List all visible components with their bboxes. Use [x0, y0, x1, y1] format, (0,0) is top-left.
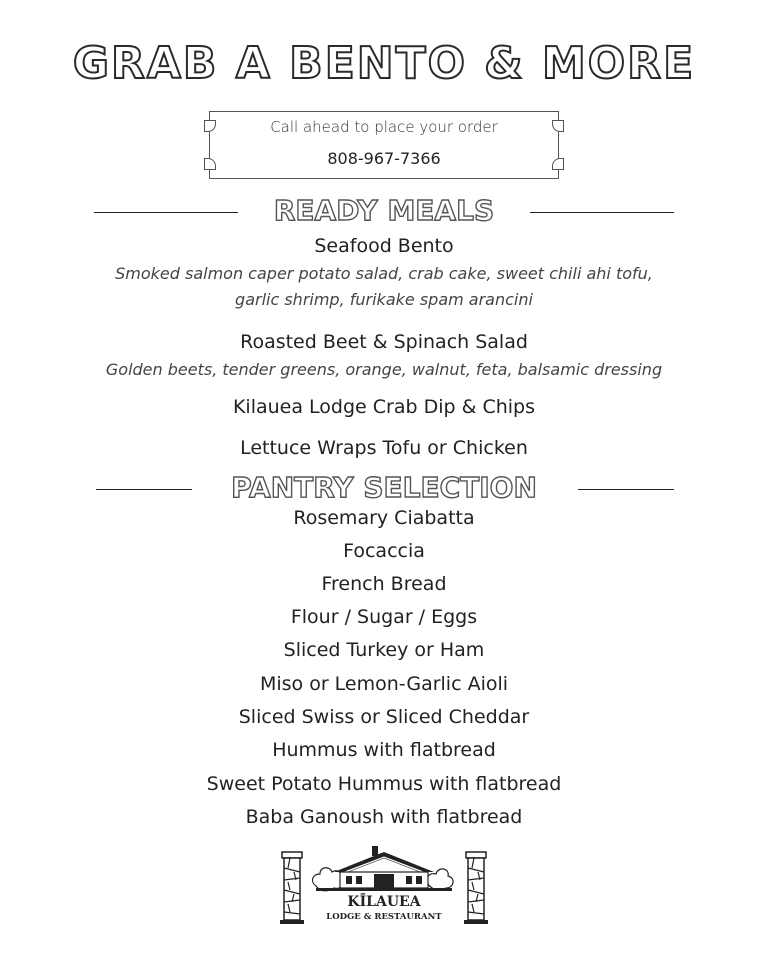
menu-item-name: Lettuce Wraps Tofu or Chicken [240, 437, 528, 459]
menu-item-description: garlic shrimp, furikake spam arancini [235, 290, 533, 309]
ready-meals-label: READY MEALS [273, 194, 495, 227]
menu-item-name: Seafood Bento [314, 235, 454, 257]
pantry-item: Focaccia [343, 540, 425, 562]
pantry-item: Sliced Turkey or Ham [283, 639, 485, 661]
stone-pillar-left [280, 852, 304, 924]
logo-name: KĪLAUEA [347, 894, 421, 910]
logo-subtitle: LODGE & RESTAURANT [326, 912, 442, 922]
pantry-label: PANTRY SELECTION [231, 471, 537, 504]
pantry-item: Baba Ganoush with flatbread [245, 806, 523, 828]
pantry-heading [0, 473, 768, 507]
call-ahead-text: Call ahead to place your order [270, 118, 498, 136]
pantry-item: Sliced Swiss or Sliced Cheddar [238, 706, 530, 728]
menu-item-description: Smoked salmon caper potato salad, crab cake, sweet chili ahi tofu, [115, 264, 653, 283]
stone-pillar-right [464, 852, 488, 924]
menu-item-name: Kilauea Lodge Crab Dip & Chips [232, 396, 536, 418]
ready-meals-heading [0, 196, 768, 230]
call-ahead-box [209, 111, 559, 179]
kilauea-lodge-logo [276, 838, 492, 928]
pantry-item: Hummus with flatbread [272, 739, 496, 761]
pantry-item: Miso or Lemon-Garlic Aioli [259, 673, 509, 695]
pantry-item: Rosemary Ciabatta [293, 507, 475, 529]
menu-item-name: Roasted Beet & Spinach Salad [240, 331, 528, 353]
pantry-item: Flour / Sugar / Eggs [290, 606, 478, 628]
page-title: GRAB A BENTO & MORE [72, 38, 696, 89]
menu-item-description: Golden beets, tender greens, orange, walnut, feta, balsamic dressing [105, 360, 663, 379]
pantry-item: French Bread [321, 573, 447, 595]
phone-number[interactable]: 808-967-7366 [327, 149, 441, 168]
pantry-item: Sweet Potato Hummus with flatbread [206, 773, 562, 795]
